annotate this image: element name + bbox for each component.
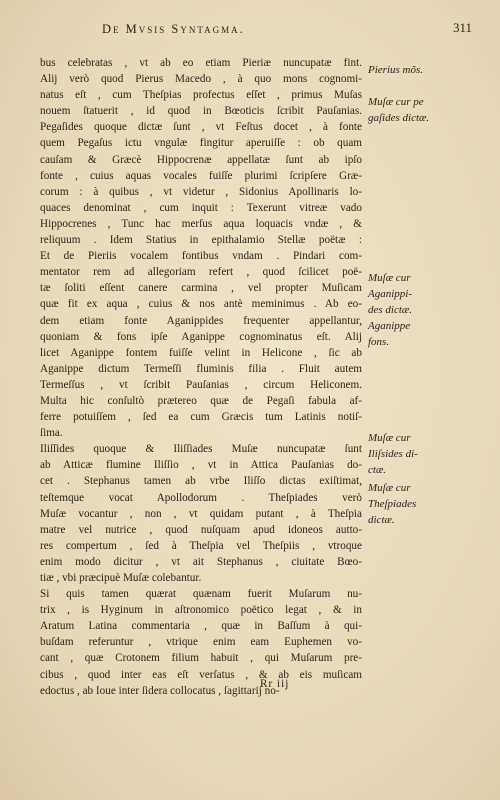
text-line: Aratum Latina commentaria , quæ in Baſſum à qui- xyxy=(40,620,362,633)
signature-mark: Rr iij xyxy=(260,678,290,690)
text-line: tæ ſoliti eſſent canere carmina , vel propter Muſicam xyxy=(40,282,362,295)
main-text-block xyxy=(40,55,362,699)
text-line: ferre potuiſſem , ſed ea cum Græcis tum Latinis notiſ- xyxy=(40,411,362,424)
running-title: De Mvsis Syntagma. xyxy=(102,22,245,36)
text-line: Multa hic conſultò prætereo quæ de Pegaſi fabula af- xyxy=(40,394,362,407)
margin-note-line: Pierius mõs. xyxy=(368,64,423,76)
text-line: Et de Pieriis vocalem fontibus vndam . Pindari com- xyxy=(40,250,362,263)
text-line: Si quis tamen quærat quænam fuerit Muſarum nu- xyxy=(40,588,362,601)
text-line: ſima. xyxy=(40,427,63,440)
text-line: Pegaſides quoque dictæ ſunt , vt Feſtus docet , à fonte xyxy=(40,121,362,134)
text-line: enim modo dicitur , vt ait Stephanus , ciuitate Bœo- xyxy=(40,555,362,568)
text-line: edoctus , ab Ioue inter ſidera collocatus , ſagittarij no- xyxy=(40,684,280,697)
margin-note-pierius xyxy=(368,62,478,78)
margin-note-line: Theſpiades xyxy=(368,498,417,510)
margin-note-aganippides xyxy=(368,270,478,350)
text-line: res compertum , ſed à Theſpia vel Theſpiis , vtroque xyxy=(40,539,362,552)
margin-note-line: Muſæ cur xyxy=(368,432,411,444)
text-line: cant , quæ Crotonem filium habuit , qui Muſarum pre- xyxy=(40,652,362,665)
text-line: Alij verò quod Pierus Macedo , à quo mons cognomi- xyxy=(40,73,362,86)
text-line: mentator rem ad allegoriam refert , quod ſcilicet poë- xyxy=(40,266,362,279)
margin-note-line: des dictæ. xyxy=(368,304,412,316)
text-line: nouem ſtatuerit , id quod in Bœoticis ſcribit Pauſanias. xyxy=(40,105,362,118)
margin-note-ilissides xyxy=(368,430,478,478)
text-line: Hippocrenes , Tunc hac merſus aqua loquacis vndæ , & xyxy=(40,217,362,230)
margin-note-line: Muſæ cur pe xyxy=(368,96,424,108)
margin-note-line: Muſæ cur xyxy=(368,272,411,284)
text-line: buſdam referuntur , vtrique enim eam Euphemen vo- xyxy=(40,636,362,649)
text-line: licet Aganippe fontem fuiſſe velint in Helicone , ſic ab xyxy=(40,346,362,359)
text-line: matre vel nutrice , quod nuſquam apud idoneos autto- xyxy=(40,523,362,536)
margin-note-line: dictæ. xyxy=(368,514,395,526)
margin-note-line: ctæ. xyxy=(368,464,387,476)
text-line: Muſæ vocantur , non , vt quidam putant , à Theſpia xyxy=(40,507,362,520)
text-line: corum : à quibus , vt videtur , Sidonius Apollinaris lo- xyxy=(40,185,362,198)
text-line: teſtemque vocat Apollodorum . Theſpiades verò xyxy=(40,491,362,504)
margin-note-line: gaſides dictæ. xyxy=(368,112,430,124)
text-line: quem Pegaſus ictu vngulæ fingitur aperuiſſe : ob quam xyxy=(40,137,362,150)
text-line: Aganippe dictum Termeſſi fluminis filia . Fluit autem xyxy=(40,362,362,375)
text-line: tiæ , vbi præcipuè Muſæ colebantur. xyxy=(40,572,202,584)
running-header xyxy=(80,20,480,40)
text-line: cibus , quod inter eas eſt verſatus , & ab eis muſicam xyxy=(40,668,362,681)
text-line: natus eſt , cum Theſpias profectus eſſet , primus Muſas xyxy=(40,89,362,102)
text-line: dem etiam fonte Aganippides frequenter appellantur, xyxy=(40,314,362,327)
text-line: ab Atticæ flumine Iliſſio , vt in Attica Pauſanias do- xyxy=(40,459,362,472)
text-line: quoniam & fons ipſe Aganippe cognominatus eſt. Alij xyxy=(40,330,362,343)
margin-note-line: Muſæ cur xyxy=(368,482,411,494)
text-line: trix , is Hyginum in aſtronomico poëtico legat , & in xyxy=(40,604,362,617)
text-line: quaces denominat , cum inquit : Texerunt vitreæ vado xyxy=(40,201,362,214)
margin-note-line: Aganippe xyxy=(368,320,411,332)
text-line: bus celebratas , vt ab eo etiam Pieriæ nuncupatæ fint. xyxy=(40,57,362,69)
page-number: 311 xyxy=(452,20,472,35)
text-line: Iliſſides quoque & Iliſſiades Muſæ nuncupatæ ſunt xyxy=(40,443,362,456)
text-line: Termeſſus , vt ſcribit Pauſanias , circum Heliconem. xyxy=(40,378,362,391)
text-line: quæ fit ex aqua , cuius & nos antè meminimus . Ab eo- xyxy=(40,298,362,311)
text-line: cet . Stephanus tamen ab vrbe Iliſſo dictas exiſtimat, xyxy=(40,475,362,488)
text-line: fonte , cuius aquas vocales fuiſſe plurimi ſcripſere Græ- xyxy=(40,169,362,182)
margin-note-thespiades xyxy=(368,480,478,528)
text-line: reliquum . Idem Statius in epithalamio Stellæ poëtæ : xyxy=(40,234,362,247)
text-line: cauſam & Græcè Hippocrenæ appellatæ ſunt ab ipſo xyxy=(40,153,362,166)
margin-note-line: Iliſsides di- xyxy=(368,448,418,460)
margin-note-pegasides xyxy=(368,94,478,126)
margin-note-line: fons. xyxy=(368,336,390,348)
margin-note-line: Aganippi- xyxy=(368,288,412,300)
